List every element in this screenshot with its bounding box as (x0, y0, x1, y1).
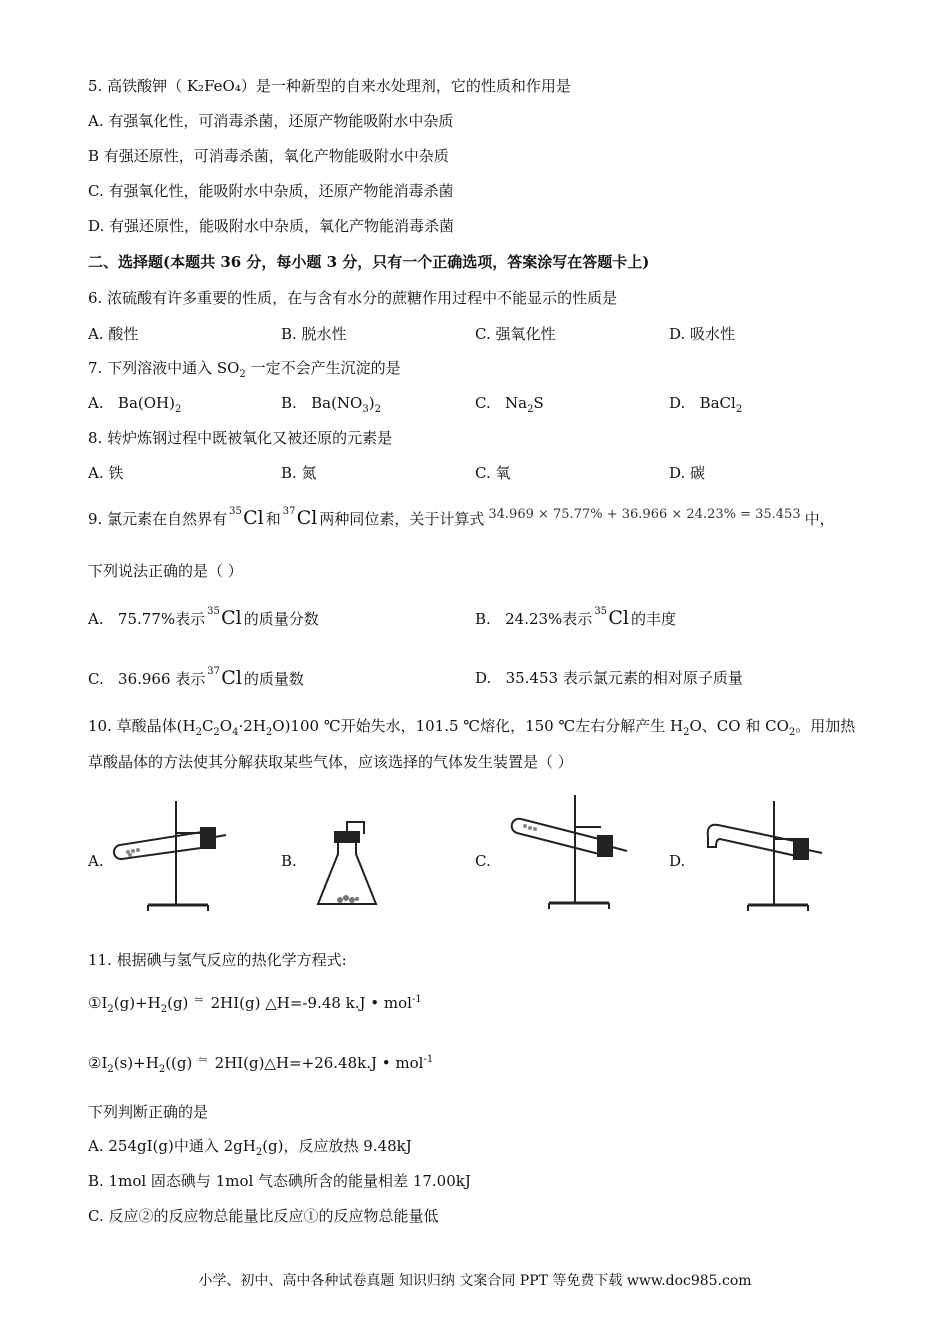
section-2-heading: 二、选择题(本题共 36 分，每小题 3 分，只有一个正确选项，答案涂写在答题卡上) (88, 253, 650, 271)
apparatus-b-image (312, 818, 382, 913)
equilibrium-arrow-icon: ⇋ (198, 1053, 209, 1066)
q9-option-b: B. 24.23%表示 35 Cl 的丰度 (475, 606, 676, 629)
page-footer: 小学、初中、高中各种试卷真题 知识归纳 文案合同 PPT 等免费下载 www.doc985.com (198, 1273, 752, 1289)
q6-option-a: A. 酸性 (88, 325, 139, 343)
q10-option-a-label: A. (88, 852, 104, 870)
q6-option-b: B. 脱水性 (281, 325, 347, 343)
q8-option-d: D. 碳 (669, 464, 706, 482)
apparatus-a-image (108, 797, 238, 915)
q9-formula: 34.969 × 75.77% + 36.966 × 24.23% = 35.453 (488, 507, 801, 522)
q7-option-d: D. BaCl$_2$ (669, 394, 743, 415)
q6-option-c: C. 强氧化性 (475, 325, 556, 343)
q11-equation-2: $②I_2(s)+H_2((g)$ ⇋ 2HI(g)△H=+26.48k.J • mol$^{-1}$ (88, 1053, 434, 1075)
q7-stem: 7. 下列溶液中通入 $SO_2$ 一定不会产生沉淀的是 (88, 359, 401, 380)
q11-equation-1: $①I_2(g)+H_2(g)$ ⇋ 2HI(g) △H=-9.48 k.J • mol$^{-1}$ (88, 993, 422, 1015)
q10-option-d-label: D. (669, 852, 686, 870)
q9-prompt: 下列说法正确的是（ ） (88, 562, 243, 580)
q8-option-b: B. 氮 (281, 464, 317, 482)
q9-option-c: C. 36.966 表示 37 Cl 的质量数 (88, 666, 304, 689)
q11-option-c: C. 反应②的反应物总能量比反应①的反应物总能量低 (88, 1207, 439, 1225)
q9-option-a: A. 75.77%表示 35 Cl 的质量分数 (88, 606, 319, 629)
q7-option-a: A. $Ba(OH)_2$ (88, 394, 182, 415)
q11-option-a: A. 254gI(g)中通入 $2gH_2(g)$，反应放热 9.48kJ (88, 1137, 412, 1158)
q9-option-d: D. 35.453 表示氯元素的相对原子质量 (475, 669, 743, 687)
q8-option-a: A. 铁 (88, 464, 124, 482)
q5-option-c: C. 有强氧化性，能吸附水中杂质，还原产物能消毒杀菌 (88, 182, 454, 200)
q11-judge: 下列判断正确的是 (88, 1103, 209, 1121)
q11-option-b: B. 1mol 固态碘与 1mol 气态碘所含的能量相差 17.00kJ (88, 1172, 471, 1190)
q10-option-c-label: C. (475, 852, 491, 870)
q8-stem: 8. 转炉炼钢过程中既被氧化又被还原的元素是 (88, 429, 393, 447)
isotope-cl-35: 35 Cl (229, 506, 264, 529)
apparatus-d-image (700, 797, 830, 915)
q7-option-b: B. $Ba(NO_3)_2$ (281, 394, 381, 415)
q5-stem: 5. 高铁酸钾（ K₂FeO₄）是一种新型的自来水处理剂，它的性质和作用是 (88, 77, 571, 95)
q9-stem: 9. 氯元素在自然界有 35 Cl 和 37 Cl 两种同位素，关于计算式 34.969 × 75.77% + 36.966 × 24.23% = 35.453 中， (88, 506, 835, 529)
q6-option-d: D. 吸水性 (669, 325, 736, 343)
q6-stem: 6. 浓硫酸有许多重要的性质，在与含有水分的蔗糖作用过程中不能显示的性质是 (88, 289, 618, 307)
q10-stem: 10. 草酸晶体$(H_2C_2O_4\cdot 2H_2O)100$ ℃开始失水，101.5 ℃熔化，150 ℃左右分解产生 $H_2O$、CO 和 $CO_2$。用加热 (88, 717, 856, 738)
q5-option-b: B 有强还原性，可消毒杀菌，氧化产物能吸附水中杂质 (88, 147, 449, 165)
isotope-cl-37: 37 Cl (282, 506, 318, 529)
q5-option-d: D. 有强还原性，能吸附水中杂质，氧化产物能消毒杀菌 (88, 217, 455, 235)
q5-option-a: A. 有强氧化性，可消毒杀菌，还原产物能吸附水中杂质 (88, 112, 454, 130)
q10-stem-line2: 草酸晶体的方法使其分解获取某些气体，应该选择的气体发生装置是（ ） (88, 753, 573, 771)
q7-option-c: C. $Na_2S$ (475, 394, 544, 415)
apparatus-c-image (505, 793, 635, 915)
equilibrium-arrow-icon: ⇋ (194, 993, 205, 1006)
q10-option-b-label: B. (281, 852, 297, 870)
q8-option-c: C. 氧 (475, 464, 511, 482)
q11-stem: 11. 根据碘与氢气反应的热化学方程式: (88, 951, 347, 969)
